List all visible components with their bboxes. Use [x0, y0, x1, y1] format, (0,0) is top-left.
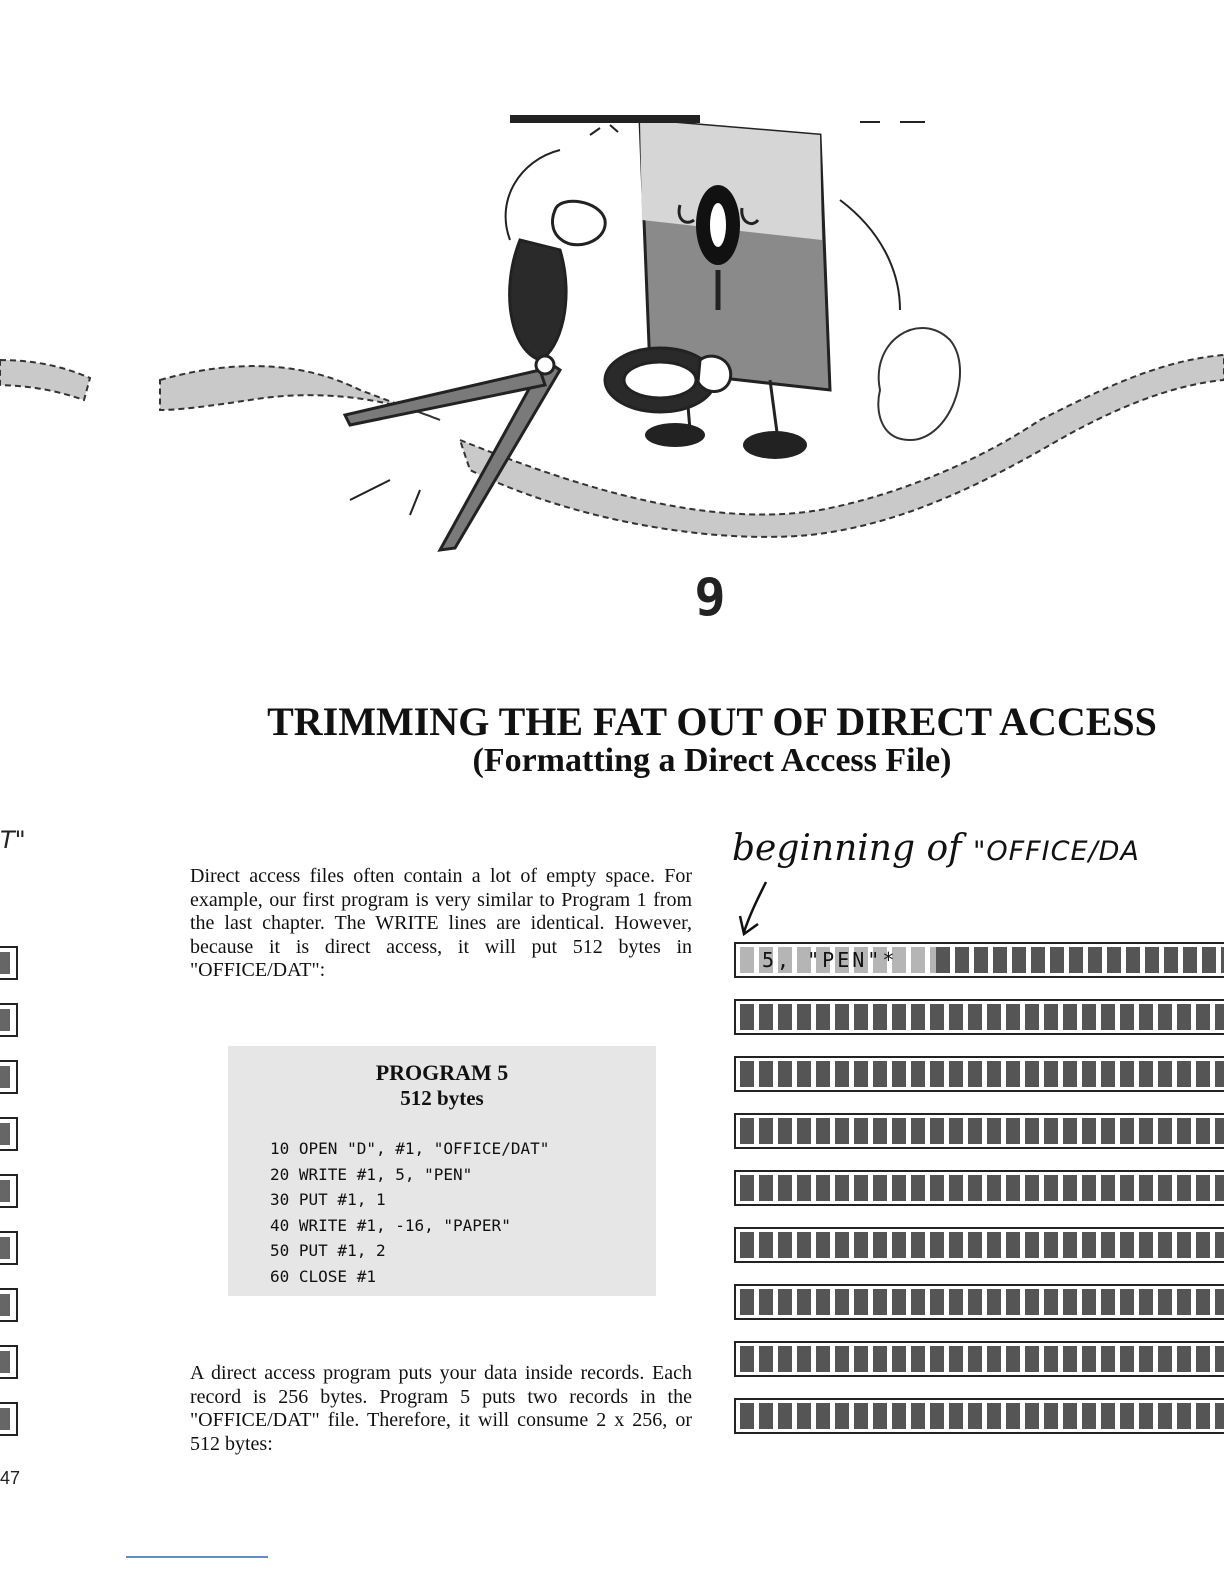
chapter-number: 9 — [694, 568, 726, 628]
program-code — [270, 1136, 549, 1290]
left-page-record-cell — [0, 1402, 18, 1436]
left-page-record-cell — [0, 1174, 18, 1208]
record-row — [734, 1113, 1224, 1149]
chapter-title: TRIMMING THE FAT OUT OF DIRECT ACCESS — [267, 699, 1157, 744]
left-page-number: 47 — [0, 1468, 21, 1488]
record-empty-cells — [740, 1061, 1224, 1087]
record-empty-cells — [740, 1403, 1224, 1429]
record-empty-cells — [740, 1346, 1224, 1372]
program-listing-box — [228, 1046, 656, 1296]
annotation-word: of — [926, 828, 962, 869]
left-page-record-cell — [0, 1231, 18, 1265]
record-empty-cells — [740, 1118, 1224, 1144]
code-line: 10 OPEN "D", #1, "OFFICE/DAT" — [270, 1139, 550, 1158]
record-row — [734, 1341, 1224, 1377]
left-page-record-cell — [0, 1060, 18, 1094]
left-page-record-cell — [0, 946, 18, 980]
record-row — [734, 1284, 1224, 1320]
handwritten-annotation — [732, 828, 1224, 869]
footnote-rule — [126, 1556, 268, 1558]
chapter-subtitle: (Formatting a Direct Access File) — [472, 742, 952, 779]
record-row — [734, 1398, 1224, 1434]
annotation-word: beginning — [732, 828, 916, 869]
record-empty-cells — [740, 1232, 1224, 1258]
record-empty-cells — [740, 1289, 1224, 1315]
record-row — [734, 1227, 1224, 1263]
code-line: 30 PUT #1, 1 — [270, 1190, 386, 1210]
record-empty-cells — [740, 1175, 1224, 1201]
code-line: 40 WRITE #1, -16, "PAPER" — [270, 1215, 511, 1235]
left-page-record-cell — [0, 1117, 18, 1151]
left-page-record-cell — [0, 1345, 18, 1379]
program-title: PROGRAM 5 — [375, 1060, 509, 1085]
code-line: 60 CLOSE #1 — [270, 1266, 376, 1286]
code-line: 50 PUT #1, 2 — [270, 1241, 386, 1261]
left-page-annotation-fragment: T" — [0, 826, 26, 854]
left-page-record-cell — [0, 1288, 18, 1322]
record-row — [734, 942, 1224, 978]
record-data-text: 5, "PEN"* — [762, 948, 898, 972]
record-row — [734, 1170, 1224, 1206]
ribbon — [0, 328, 1224, 537]
left-page-record-cell — [0, 1003, 18, 1037]
motion-lines — [350, 122, 925, 515]
record-empty-cells — [740, 1004, 1224, 1030]
program-subtitle: 512 bytes — [400, 1086, 484, 1110]
code-line: 20 WRITE #1, 5, "PEN" — [270, 1164, 473, 1184]
record-row — [734, 999, 1224, 1035]
record-empty-cells — [936, 947, 1224, 973]
arrow-icon — [736, 880, 776, 940]
body-paragraph-1: Direct access files often contain a lot of empty space. For example, our first program is very similar to Program 1 from the last chapter. The WRITE lines are identical. However, because it is direct access, it will put 512 bytes in "OFFICE/DAT": — [190, 865, 692, 981]
record-row — [734, 1056, 1224, 1092]
body-paragraph-2: A direct access program puts your data inside records. Each record is 256 bytes. Program 5 puts two records in the "OFFICE/DAT" file. Therefore, it will consume 2 x 256, or 512 bytes: — [190, 1362, 692, 1455]
chapter-illustration — [0, 60, 1224, 580]
annotation-filename: "OFFICE/DA — [972, 836, 1140, 867]
